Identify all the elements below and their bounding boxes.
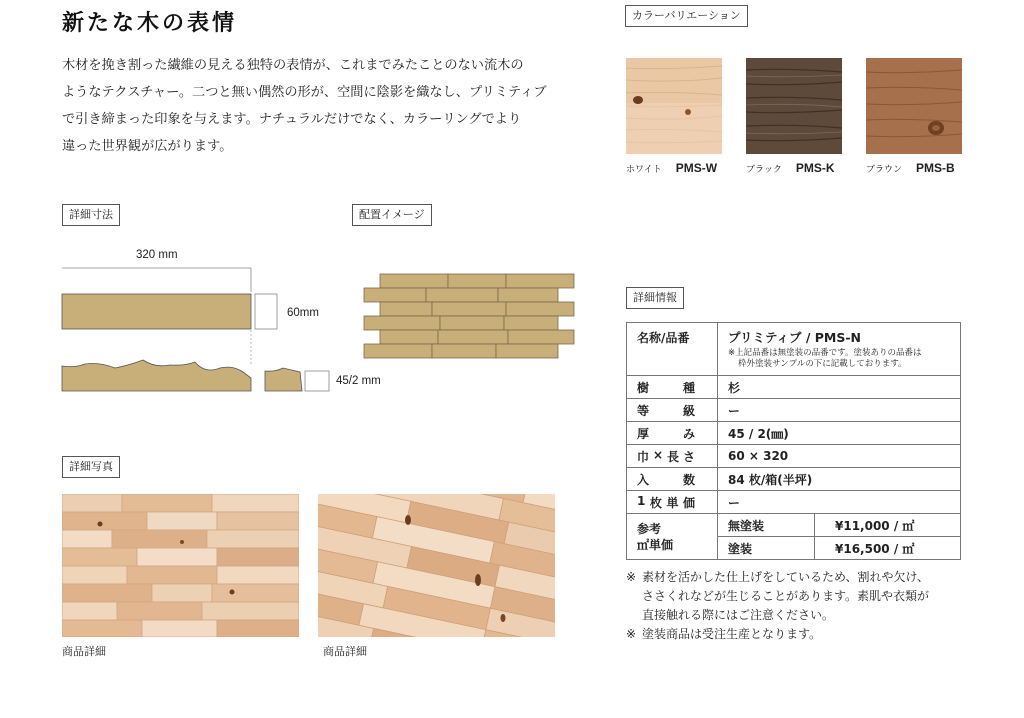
price-type: 塗装 — [718, 537, 815, 560]
note-line: 塗装商品は受注生産となります。 — [642, 627, 822, 641]
spec-header-char: さ — [682, 449, 695, 464]
table-row — [627, 399, 961, 422]
spec-header-char: 級 — [682, 403, 695, 418]
spec-header-char: み — [682, 426, 695, 441]
spec-value-name — [718, 323, 961, 376]
notes — [626, 568, 966, 644]
board-profile-shape — [62, 360, 251, 391]
spec-header-text — [637, 379, 695, 396]
spec-header — [627, 491, 718, 514]
table-row — [627, 376, 961, 399]
intro-line: ようなテクスチャー。二つと無い偶然の形が、空間に陰影を織なし、プリミティブ — [62, 85, 547, 100]
spec-header-char: 数 — [682, 472, 695, 487]
photos-label: 詳細写真 — [62, 456, 120, 478]
table-row — [627, 445, 961, 468]
note-line: 素材を活かした仕上げをしているため、割れや欠け、 — [642, 570, 930, 584]
layout-label: 配置イメージ — [352, 204, 432, 226]
detail-photo-1 — [62, 494, 299, 637]
spec-header-char: 1 — [637, 493, 646, 508]
swatch-code: PMS-K — [795, 161, 835, 175]
note-item — [626, 568, 966, 625]
reference-header-2: ㎡単価 — [637, 537, 674, 552]
spec-header-char: 価 — [682, 495, 695, 510]
intro-text — [62, 52, 582, 160]
spec-header — [627, 422, 718, 445]
price-value: ¥11,000 / ㎡ — [815, 514, 961, 537]
intro-line: 違った世界観が広がります。 — [62, 139, 233, 154]
spec-value: 45 / 2(㎜) — [718, 422, 961, 445]
spec-header-reference — [627, 514, 718, 560]
photo-caption-2: 商品詳細 — [323, 645, 367, 658]
spec-value: ー — [718, 399, 961, 422]
board-section-shape — [265, 368, 302, 391]
spec-header-char: 入 — [637, 472, 650, 487]
note-line: ささくれなどが生じることがあります。素肌や衣類が — [642, 589, 930, 603]
reference-header-1: 参考 — [637, 521, 662, 536]
swatch-name: ブラウン — [866, 165, 903, 175]
swatch-white-caption — [626, 161, 717, 175]
swatch-black-image — [746, 58, 842, 154]
detail-photo-2 — [318, 494, 555, 637]
table-row — [627, 514, 961, 537]
spec-header-char: 巾 — [637, 449, 650, 464]
swatch-black-caption — [746, 161, 835, 175]
spec-header — [627, 445, 718, 468]
spec-header-char: 厚 — [637, 426, 650, 441]
spec-value: ー — [718, 491, 961, 514]
spec-header-char: 樹 — [637, 380, 650, 395]
spec-header — [627, 376, 718, 399]
table-row — [627, 323, 961, 376]
spec-value: 84 枚/箱(半坪) — [718, 468, 961, 491]
dimensions-label: 詳細寸法 — [62, 204, 120, 226]
swatch-code: PMS-B — [916, 161, 955, 175]
table-row — [627, 491, 961, 514]
price-type: 無塗装 — [718, 514, 815, 537]
thickness-label: 45/2 mm — [336, 375, 381, 387]
color-variation-label: カラーバリエーション — [625, 5, 748, 27]
dimension-diagram — [55, 262, 345, 402]
swatch-code: PMS-W — [675, 161, 718, 175]
price-value: ¥16,500 / ㎡ — [815, 537, 961, 560]
photo-caption-1: 商品詳細 — [62, 645, 106, 658]
spec-header-char: 枚 — [649, 495, 662, 510]
spec-header-char: 長 — [666, 449, 679, 464]
height-label: 60mm — [287, 307, 319, 319]
intro-line: 木材を挽き割った繊維の見える独特の表情が、これまでみたことのない流木の — [62, 58, 524, 73]
page-title: 新たな木の表情 — [62, 11, 238, 36]
spec-value: 杉 — [718, 376, 961, 399]
spec-value: 60 × 320 — [718, 445, 961, 468]
note-item — [626, 625, 966, 644]
note-line: 直接触れる際にはご注意ください。 — [642, 608, 835, 622]
table-row — [627, 422, 961, 445]
spec-header-char: 等 — [637, 403, 650, 418]
note-mark: ※ — [626, 627, 637, 641]
spec-table — [626, 322, 961, 560]
intro-line: で引き締まった印象を与えます。ナチュラルだけでなく、カラーリングでより — [62, 112, 522, 127]
spec-header-char: 単 — [666, 495, 679, 510]
spec-header-char: 種 — [682, 380, 695, 395]
board-front-shape — [62, 294, 251, 329]
product-name: プリミティブ / PMS-N — [728, 330, 862, 345]
spec-header — [627, 468, 718, 491]
swatch-white-image — [626, 58, 722, 154]
spec-header-char: × — [652, 447, 664, 462]
table-row — [627, 468, 961, 491]
swatch-name: ホワイト — [626, 165, 662, 175]
swatch-brown-caption — [866, 161, 955, 175]
swatch-name: ブラック — [746, 165, 782, 175]
spec-header-name: 名称/品番 — [627, 323, 718, 376]
note-mark: ※ — [626, 570, 637, 584]
width-label: 320 mm — [136, 249, 178, 261]
spec-header — [627, 399, 718, 422]
info-label: 詳細情報 — [626, 287, 684, 309]
product-note-2: 枠外塗装サンプルの下に記載しております。 — [738, 359, 907, 369]
layout-diagram — [362, 272, 578, 364]
swatch-brown-image — [866, 58, 962, 154]
product-note-1: ※上記品番は無塗装の品番です。塗装ありの品番は — [728, 348, 922, 358]
